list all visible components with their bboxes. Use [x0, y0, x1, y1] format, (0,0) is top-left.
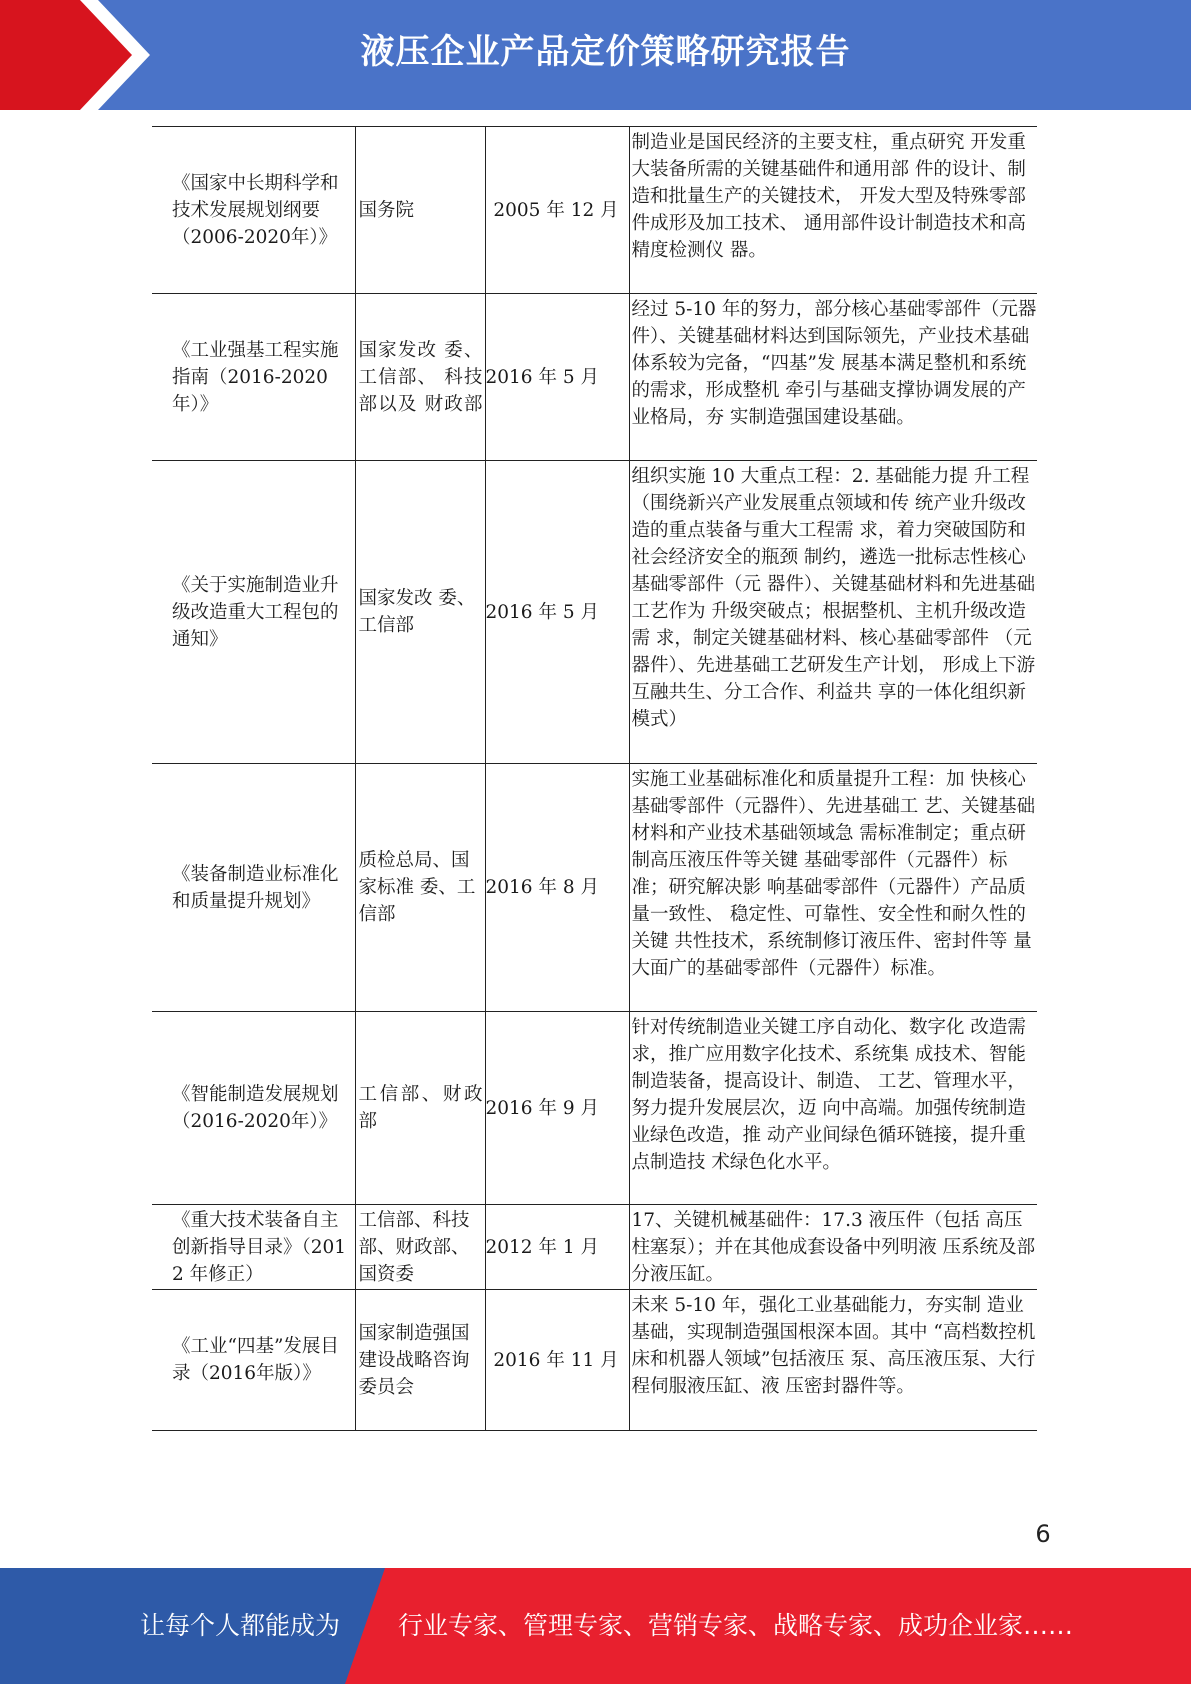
- policy-date-cell: 2016 年 9 月: [485, 1012, 629, 1205]
- policy-dept-cell: 国家发改 委、工信部: [355, 461, 485, 764]
- policy-desc-cell: 实施工业基础标准化和质量提升工程：加 快核心基础零部件（元器件）、先进基础工 艺、关键基础材料和产业技术基础领域急 需标准制定；重点研制高压液压件等关键 基础零部件（元器件）标准；研究解决影 响基础零部件（元器件）产品质量一致性、 稳定性、可靠性、安全性和耐久性的关键 共性技术，系统制修订液压件、密封件等 量大面广的基础零部件（元器件）标准。: [629, 764, 1037, 1012]
- policy-dept-cell: 国家制造强国建设战略咨询委员会: [355, 1290, 485, 1431]
- policy-name-cell: 《重大技术装备自主创新指导目录》（2012 年修正）: [152, 1205, 355, 1290]
- policy-desc-cell: 未来 5-10 年，强化工业基础能力，夯实制 造业基础，实现制造强国根深本固。其中 “高档数控机床和机器人领域”包括液压 泵、高压液压泵、大行程伺服液压缸、液 压密封器件等。: [629, 1290, 1037, 1431]
- policy-desc-cell: 17、关键机械基础件：17.3 液压件（包括 高压柱塞泵）；并在其他成套设备中列明液 压系统及部分液压缸。: [629, 1205, 1037, 1290]
- table-row: [152, 1290, 1037, 1431]
- policy-date-cell: 2012 年 1 月: [485, 1205, 629, 1290]
- table-row: [152, 1205, 1037, 1290]
- policy-desc-cell: 经过 5-10 年的努力，部分核心基础零部件（元器件）、关键基础材料达到国际领先，产业技术基础体系较为完备，“四基”发 展基本满足整机和系统的需求，形成整机 牵引与基础支撑协调发展的产业格局，夯 实制造强国建设基础。: [629, 294, 1037, 461]
- policy-dept-cell: 质检总局、国家标准 委、工信部: [355, 764, 485, 1012]
- policy-desc-cell: 针对传统制造业关键工序自动化、数字化 改造需求，推广应用数字化技术、系统集 成技术、智能制造装备，提高设计、制造、 工艺、管理水平，努力提升发展层次，迈 向中高端。加强传统制造业绿色改造，推 动产业间绿色循环链接，提升重点制造技 术绿色化水平。: [629, 1012, 1037, 1205]
- policy-dept-cell: 工信部、财政部: [355, 1012, 485, 1205]
- table-row: [152, 764, 1037, 1012]
- policy-name-cell: 《国家中长期科学和技术发展规划纲要（2006-2020年）》: [152, 127, 355, 294]
- policy-table: [152, 126, 1037, 1431]
- table-row: [152, 461, 1037, 764]
- page-header: [0, 0, 1191, 110]
- page-number: 6: [1035, 1520, 1051, 1548]
- policy-name-cell: 《工业“四基”发展目录（2016年版）》: [152, 1290, 355, 1431]
- policy-date-cell: 2016 年 5 月: [485, 294, 629, 461]
- policy-date-cell: 2016 年 11 月: [485, 1290, 629, 1431]
- policy-desc-cell: 制造业是国民经济的主要支柱，重点研究 开发重大装备所需的关键基础件和通用部 件的设计、制造和批量生产的关键技术， 开发大型及特殊零部件成形及加工技术、 通用部件设计制造技术和高精度检测仪 器。: [629, 127, 1037, 294]
- policy-name-cell: 《装备制造业标准化和质量提升规划》: [152, 764, 355, 1012]
- policy-dept-cell: 国家发改 委、工信部、 科技部以及 财政部: [355, 294, 485, 461]
- policy-dept-cell: 工信部、科技部、财政部、国资委: [355, 1205, 485, 1290]
- footer-slogan-left: 让每个人都能成为: [140, 1611, 341, 1640]
- policy-name-cell: 《关于实施制造业升级改造重大工程包的通知》: [152, 461, 355, 764]
- footer-slogan-right: 行业专家、管理专家、营销专家、战略专家、成功企业家……: [398, 1611, 1074, 1640]
- table-row: [152, 127, 1037, 294]
- policy-date-cell: 2016 年 5 月: [485, 461, 629, 764]
- policy-date-cell: 2016 年 8 月: [485, 764, 629, 1012]
- page-footer: [0, 1568, 1191, 1684]
- policy-name-cell: 《工业强基工程实施指南（2016-2020年）》: [152, 294, 355, 461]
- table-row: [152, 294, 1037, 461]
- table-row: [152, 1012, 1037, 1205]
- policy-date-cell: 2005 年 12 月: [485, 127, 629, 294]
- policy-name-cell: 《智能制造发展规划（2016-2020年）》: [152, 1012, 355, 1205]
- report-title: 液压企业产品定价策略研究报告: [360, 32, 851, 72]
- policy-dept-cell: 国务院: [355, 127, 485, 294]
- policy-desc-cell: 组织实施 10 大重点工程：2. 基础能力提 升工程（围绕新兴产业发展重点领域和传 统产业升级改造的重点装备与重大工程需 求，着力突破国防和社会经济安全的瓶颈 制约，遴选一批标志性核心基础零部件（元 器件）、关键基础材料和先进基础工艺作为 升级突破点；根据整机、主机升级改造需 求，制定关键基础材料、核心基础零部件 （元器件）、先进基础工艺研发生产计划， 形成上下游互融共生、分工合作、利益共 享的一体化组织新模式）: [629, 461, 1037, 764]
